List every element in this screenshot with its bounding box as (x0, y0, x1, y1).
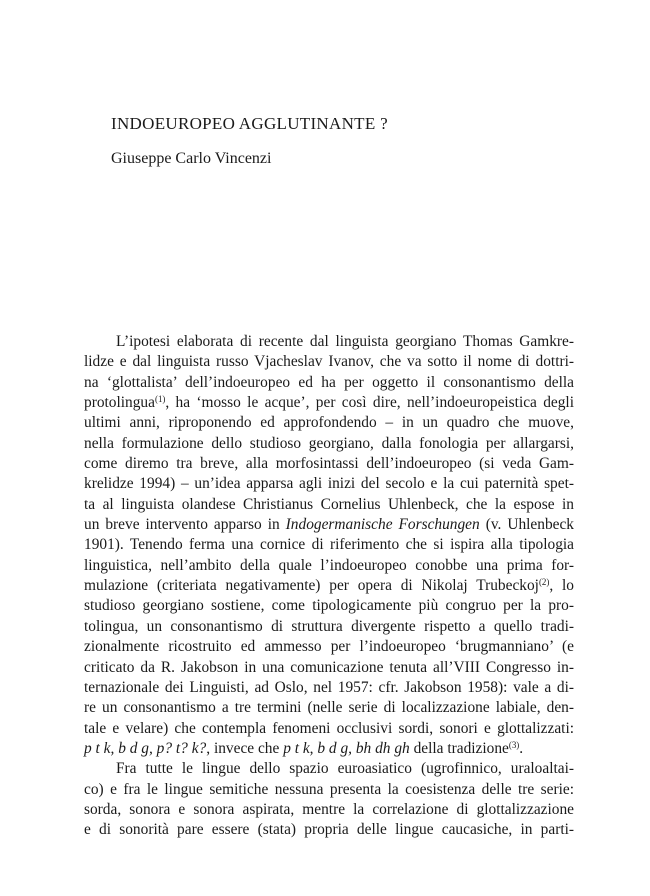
text-line: zionalmente ricostruito ed ammesso per l’indoeuropeo ‘brugmanniano’ (e (84, 638, 574, 656)
footnote-ref-3[interactable]: (3) (508, 739, 520, 750)
text-line: lidze e dal linguista russo Vjacheslav Ivanov, che va sotto il nome di dottri- (84, 353, 574, 371)
text-line: un breve intervento apparso in Indogermanische Forschungen (v. Uhlenbeck (84, 516, 574, 534)
paragraph-2 (84, 759, 574, 840)
text-line: linguistica, nell’ambito della quale l’indoeuropeo conobbe una prima for- (84, 556, 574, 574)
consonant-series-traditional: p t k, b d g, bh dh gh (283, 739, 410, 757)
footnote-ref-2[interactable]: (2) (538, 577, 550, 588)
text-line: Fra tutte le lingue dello spazio euroasiatico (ugrofinnico, uraloaltai- (116, 760, 574, 778)
text-line: 1901). Tenendo ferma una cornice di riferimento che si ispira alla tipologia (84, 536, 574, 554)
text-line: tolingua, un consonantismo di struttura divergente rispetto a quello tradi- (84, 617, 574, 635)
text-line: ta al linguista olandese Christianus Cornelius Uhlenbeck, che la espose in (84, 495, 574, 513)
body-text (84, 332, 574, 841)
text-line: criticato da R. Jakobson in una comunicazione tenuta all’VIII Congresso in- (84, 658, 574, 676)
text-line: ultimi anni, riproponendo ed approfondendo – in un quadro che muove, (84, 414, 574, 432)
text-line: krelidze 1994) – un’idea apparsa agli inizi del secolo e la cui paternità spet- (84, 475, 574, 493)
text-line: na ‘glottalista’ dell’indoeuropeo ed ha per oggetto il consonantismo della (84, 373, 574, 391)
text-line: ternazionale dei Linguisti, ad Oslo, nel 1957: cfr. Jakobson 1958): vale a di- (84, 678, 574, 696)
text-line: p t k, b d g, p? t? k?, invece che p t k, b d g, bh dh gh della tradizione$^{(3)}$. (84, 739, 524, 757)
text-line: e di sonorità pare essere (stata) propria delle lingue caucasiche, in parti- (84, 821, 574, 839)
text-line: nella formulazione dello studioso georgiano, dalla fonologia per allargarsi, (84, 434, 574, 452)
text-line: L’ipotesi elaborata di recente dal linguista georgiano Thomas Gamkre- (116, 333, 574, 350)
text-line: come diremo tra breve, alla morfosintassi dell’indoeuropeo (si veda Gam- (84, 455, 574, 473)
text-line: studioso georgiano sostiene, come tipologicamente più congruo per la pro- (84, 597, 574, 615)
text-line: co) e fra le lingue semitiche nessuna presenta la coesistenza delle tre serie: (84, 780, 574, 798)
text-line: re un consonantismo a tre termini (nelle serie di localizzazione labiale, den- (84, 699, 574, 717)
paragraph-1 (84, 332, 574, 759)
text-line: tale e velare) che contempla fenomeni occlusivi sordi, sonori e glottalizzati: (84, 719, 574, 737)
footnote-ref-1[interactable]: (1) (154, 394, 166, 405)
journal-title: Indogermanische Forschungen (285, 516, 480, 534)
paper-title: INDOEUROPEO AGGLUTINANTE ? (111, 114, 388, 133)
author-name: Giuseppe Carlo Vincenzi (111, 150, 272, 167)
text-line: sorda, sonora e sonora aspirata, mentre la correlazione di glottalizzazione (84, 800, 574, 818)
consonant-series-glottalic: p t k, b d g, p? t? k? (84, 739, 207, 757)
text-line: mulazione (criteriata negativamente) per opera di Nikolaj Trubeckoj$^{(2)}$, lo (84, 577, 575, 595)
text-line: protolingua$^{(1)}$, ha ‘mosso le acque’, per così dire, nell’indoeuropeistica degli (84, 394, 574, 412)
